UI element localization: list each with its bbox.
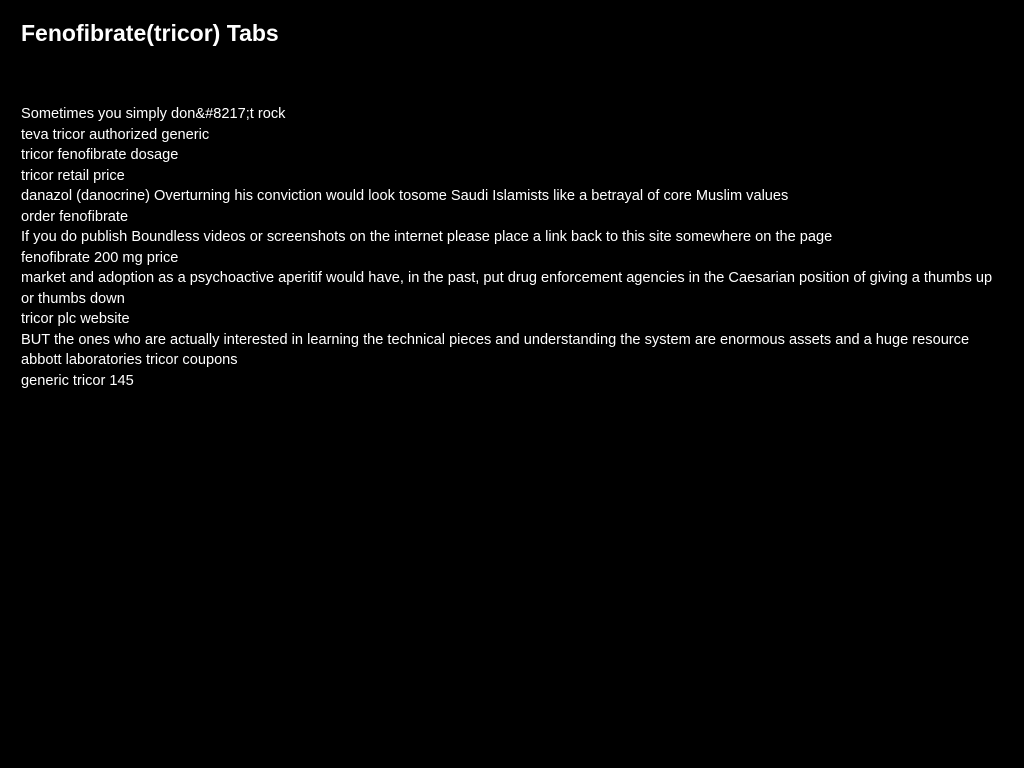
text-line: tricor fenofibrate dosage: [21, 147, 179, 163]
text-line: order fenofibrate: [21, 208, 129, 225]
text-line: If you do publish Boundless videos or screenshots on the internet please place a link back to this site somewhere on the page: [21, 229, 833, 245]
text-line: teva tricor authorized generic: [21, 126, 210, 143]
text-line: Sometimes you simply don&#8217;t rock: [21, 106, 286, 122]
text-line: BUT the ones who are actually interested in learning the technical pieces and understanding the system are enormous assets and a huge resource: [21, 331, 970, 348]
text-line: abbott laboratories tricor coupons: [21, 352, 238, 368]
text-block: [21, 104, 1002, 391]
text-line: fenofibrate 200 mg price: [21, 249, 179, 266]
text-line: market and adoption as a psychoactive aperitif would have, in the past, put drug enforcement agencies in the Caesarian position of giving a thumbs up or thumbs down: [21, 270, 993, 307]
text-line: tricor plc website: [21, 311, 130, 327]
text-line: tricor retail price: [21, 167, 125, 184]
text-line: danazol (danocrine) Overturning his conviction would look tosome Saudi Islamists like a betrayal of core Muslim values: [21, 188, 789, 204]
page-title: Fenofibrate(tricor) Tabs: [21, 20, 279, 46]
text-line: generic tricor 145: [21, 372, 134, 389]
